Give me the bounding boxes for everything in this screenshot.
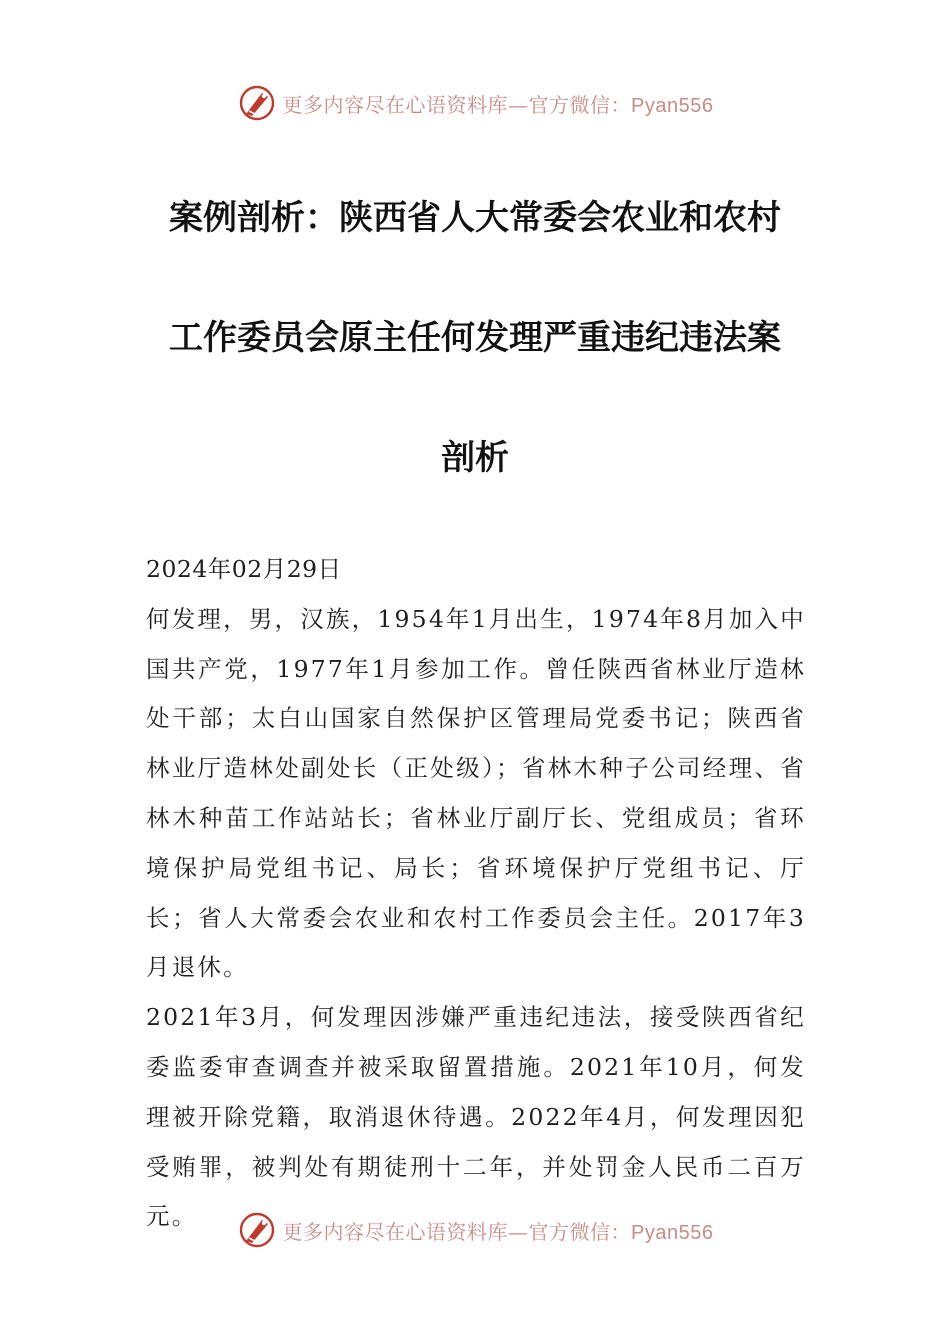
title-line-2: 工作委员会原主任何发理严重违纪违法案 (169, 318, 781, 358)
watermark-text (283, 1216, 714, 1245)
document-body (146, 545, 806, 1242)
watermark-wechat-id: Pyan556 (631, 1221, 714, 1244)
title-line-3: 剖析 (441, 438, 509, 478)
paragraph-biography: 何发理，男，汉族，1954年1月出生，1974年8月加入中国共产党，1977年1月参加工作。曾任陕西省林业厅造林处干部；太白山国家自然保护区管理局党委书记；陕西省林业厅造林处副处长（正处级）；省林木种子公司经理、省林木种苗工作站站长；省林业厅副厅长、党组成员；省环境保护局党组书记、局长；省环境保护厅党组书记、厅长；省人大常委会农业和农村工作委员会主任。2017年3月退休。 (146, 604, 806, 982)
header-watermark (0, 80, 950, 126)
watermark-wechat-id: Pyan556 (631, 94, 714, 117)
pen-nib-logo-icon (237, 83, 277, 123)
pen-nib-logo-icon (237, 1210, 277, 1250)
watermark-label: 更多内容尽在心语资料库—官方微信： (282, 1219, 632, 1244)
watermark-label: 更多内容尽在心语资料库—官方微信： (282, 92, 632, 117)
watermark-text (283, 89, 714, 118)
title-line-1: 案例剖析：陕西省人大常委会农业和农村 (169, 198, 781, 238)
footer-watermark (0, 1207, 950, 1253)
document-title (150, 158, 800, 518)
paragraph-investigation: 2021年3月，何发理因涉嫌严重违纪违法，接受陕西省纪委监委审查调查并被采取留置措施。2021年10月，何发理被开除党籍，取消退休待遇。2022年4月，何发理因犯受贿罪，被判处有期徒刑十二年，并处罚金人民币二百万元。 (146, 1003, 806, 1231)
publish-date: 2024年02月29日 (146, 555, 342, 583)
